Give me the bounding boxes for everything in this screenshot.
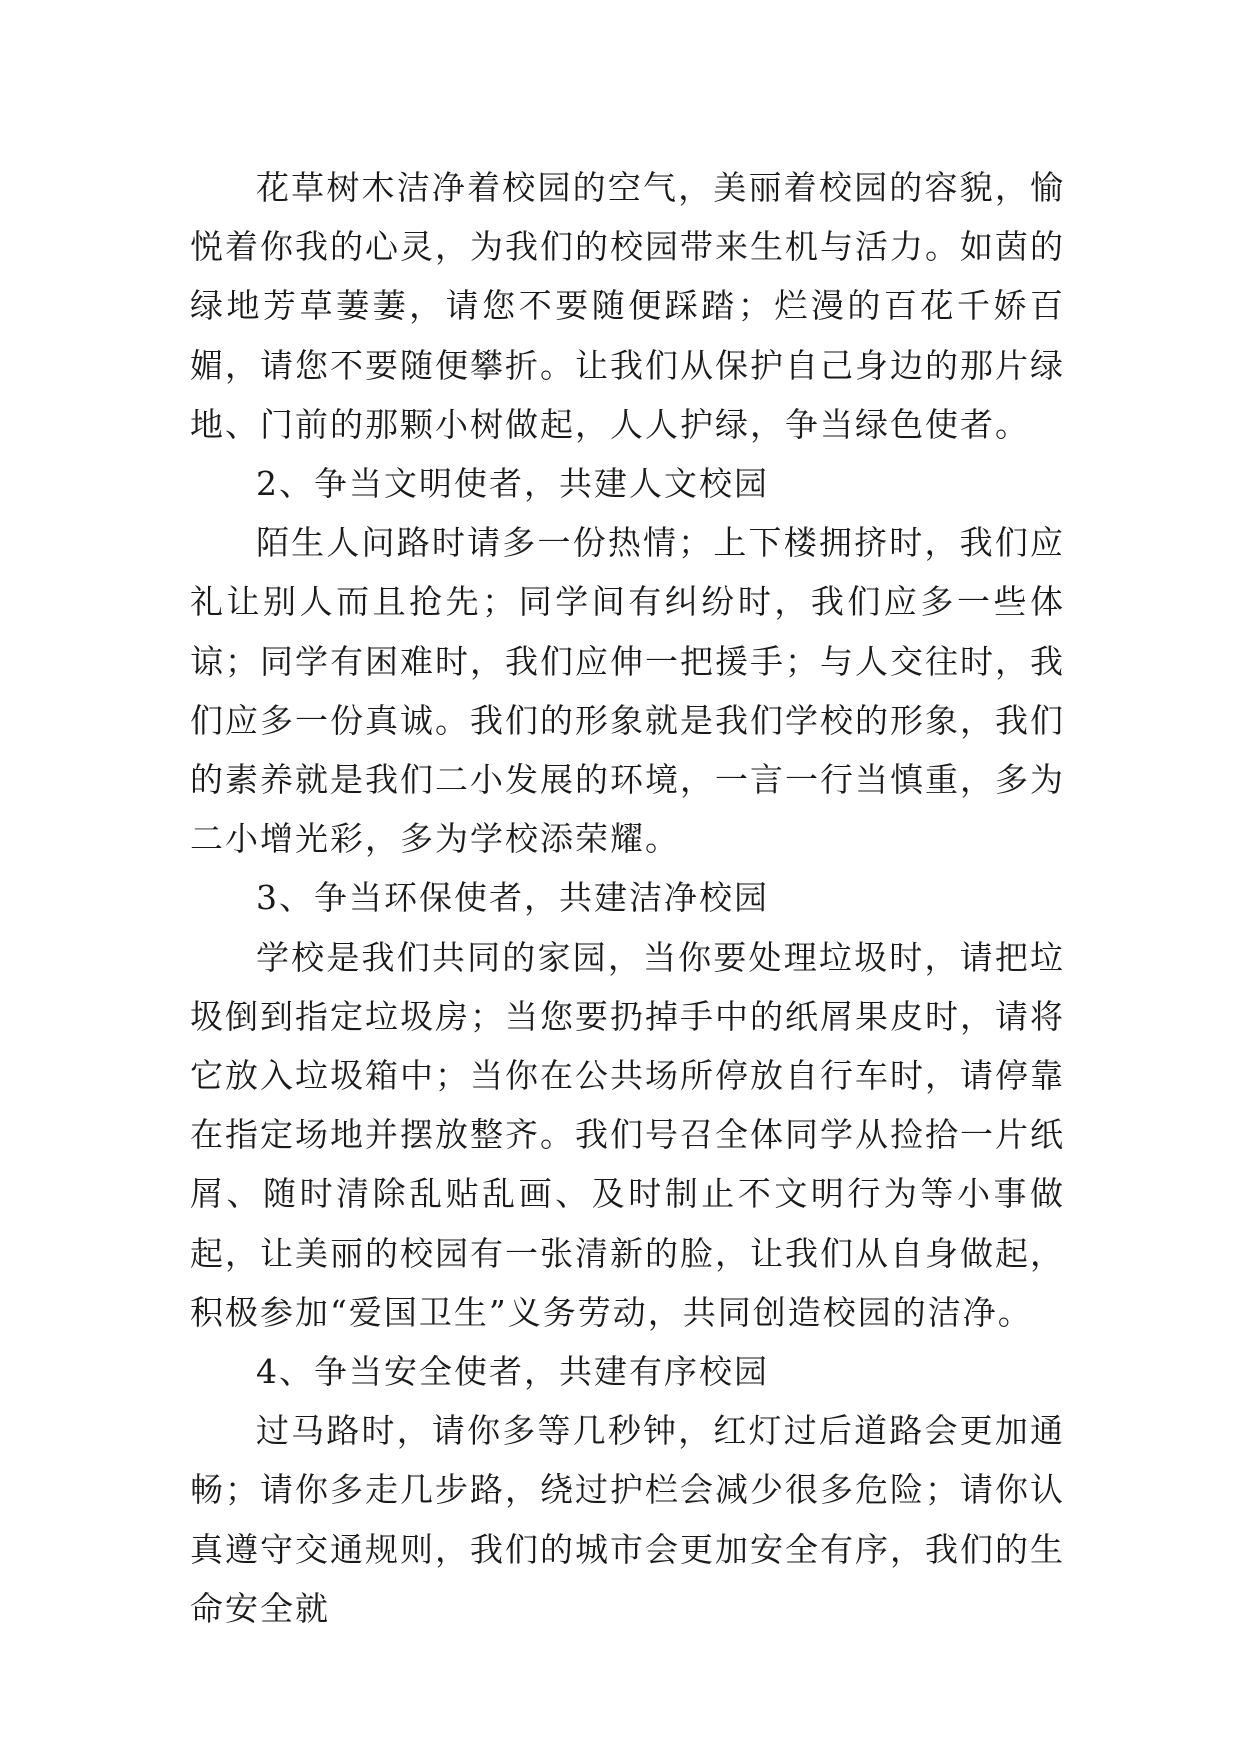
document-body (190, 158, 1065, 1638)
paragraph-greenery: 花草树木洁净着校园的空气，美丽着校园的容貌，愉悦着你我的心灵，为我们的校园带来生机与活力。如茵的绿地芳草萋萋，请您不要随便踩踏；烂漫的百花千娇百媚，请您不要随便攀折。让我们从保护自己身边的那片绿地、门前的那颗小树做起，人人护绿，争当绿色使者。 (190, 168, 1065, 444)
section-heading-environment: 3、争当环保使者，共建洁净校园 (256, 878, 769, 918)
paragraph-civility: 陌生人问路时请多一份热情；上下楼拥挤时，我们应礼让别人而且抢先；同学间有纠纷时，我们应多一些体谅；同学有困难时，我们应伸一把援手；与人交往时，我们应多一份真诚。我们的形象就是我们学校的形象，我们的素养就是我们二小发展的环境，一言一行当慎重，多为二小增光彩，多为学校添荣耀。 (190, 523, 1065, 859)
section-heading-safety: 4、争当安全使者，共建有序校园 (256, 1352, 769, 1392)
paragraph-safety: 过马路时，请你多等几秒钟，红灯过后道路会更加通畅；请你多走几步路，绕过护栏会减少很多危险；请你认真遵守交通规则，我们的城市会更加安全有序，我们的生命安全就 (190, 1411, 1065, 1628)
section-heading-civility: 2、争当文明使者，共建人文校园 (256, 464, 769, 504)
paragraph-environment: 学校是我们共同的家园，当你要处理垃圾时，请把垃圾倒到指定垃圾房；当您要扔掉手中的纸屑果皮时，请将它放入垃圾箱中；当你在公共场所停放自行车时，请停靠在指定场地并摆放整齐。我们号召全体同学从捡拾一片纸屑、随时清除乱贴乱画、及时制止不文明行为等小事做起，让美丽的校园有一张清新的脸，让我们从自身做起，积极参加“爱国卫生”义务劳动，共同创造校园的洁净。 (190, 937, 1065, 1332)
